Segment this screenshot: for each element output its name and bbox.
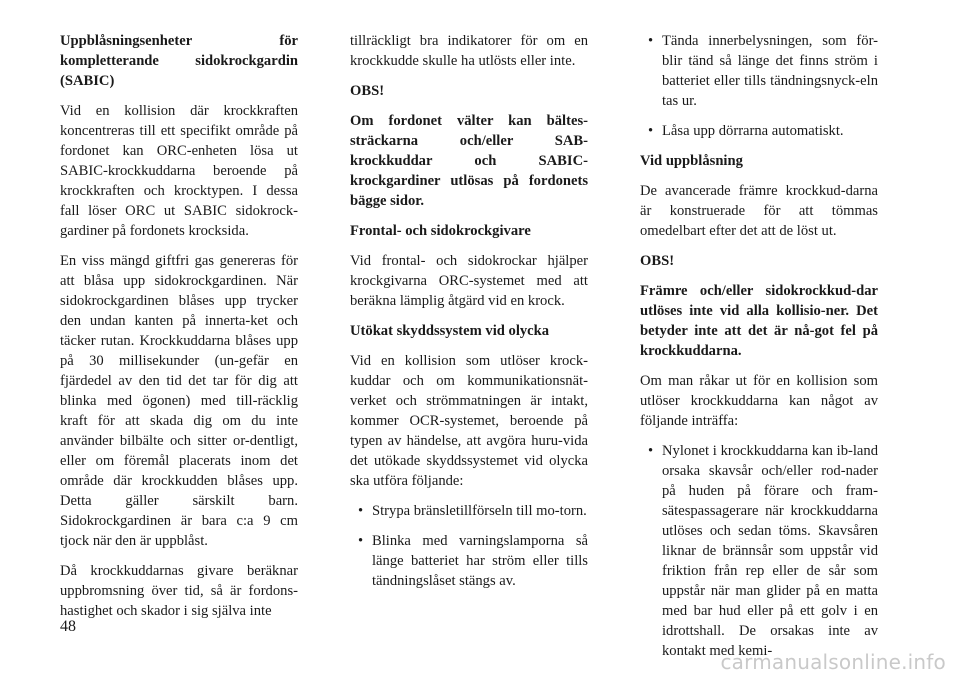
obs-label: OBS! [640,253,675,269]
enhanced-heading: Utökat skyddssystem vid olycka [350,323,550,339]
sabic-paragraph: Vid en kollision där krockkraften koncentreras till ett specifikt område på fordonet kan ORC-enheten lösa ut SABIC-krockkuddarna beroende på krockkraften och krocktypen. I dessa fall löser ORC ut SABIC sidokrock-gardiner på fordonets krocksida. [60,103,298,239]
list-item: • Blinka med varningslamporna så länge batteriet har ström eller tills tändningslåset stängs av. [350,531,588,591]
gas-paragraph: En viss mängd giftfri gas genereras för att blåsa upp sidokrockgardinen. När sidokrockgardinen blåses upp trycker den undan kanten på innerta-ket och täcker rutan. Krockkuddarna blåses upp på 30 millisekunder (un-gefär en fjärdedel av den tid det tar för dig att blinka med ögonen) med till-räcklig kraft för att skada dig om du inte använder bilbälte och sitter or-dentligt, eller om föremål placerats inom det område där krockkudden blåses upp. Detta gäller särskilt barn. Sidokrockgardinen är bara c:a 9 cm tjock när den är uppblåst. [60,253,298,549]
list-item: • Strypa bränsletillförseln till mo-torn. [350,501,588,521]
column-middle [350,31,588,601]
obs-deploy-note: Främre och/eller sidokrockkud-dar utlöses inte vid alla kollisio-ner. Det betyder inte att det är nå-got fel på krockkuddarna. [640,283,878,359]
enhanced-actions-list-cont [640,31,878,141]
enhanced-paragraph: Vid en kollision som utlöser krock-kuddar och om kommunikationsnät-verket och strömmatningen är intakt, kommer OCR-systemet, beroende på typen av händelse, att avgöra huru-vida det utökade skyddssystemet vid olycka ska utföra följande: [350,353,588,489]
deploy-heading: Vid uppblåsning [640,153,743,169]
list-item: • Låsa upp dörrarna automatiskt. [640,121,878,141]
column-right [640,31,878,671]
deploy-paragraph: De avancerade främre krockkud-darna är konstruerade för att tömmas omedelbart efter det att de löst ut. [640,183,878,239]
list-item: • Nylonet i krockkuddarna kan ib-land orsaka skavsår och/eller rod-nader på huden på förare och fram-sätespassagerare när krockkuddarna utlöses och sedan töms. Skavsåren liknar de brännsår som uppstår vid friktion från rep eller de sår som uppstår när man glider på en matta med bar hud eller på ett golv i en idrottshall. De orsakas inte av kontakt med kemi- [640,441,878,661]
collision-effects-list [640,441,878,661]
column-left [60,31,298,631]
watermark: carmanualsonline.info [720,650,946,674]
enhanced-actions-list [350,501,588,591]
frontal-heading: Frontal- och sidokrockgivare [350,223,531,239]
list-item: • Tända innerbelysningen, som för-blir tänd så länge det finns ström i batteriet eller tills tändningsnyck-eln tas ur. [640,31,878,111]
obs-label: OBS! [350,83,385,99]
frontal-paragraph: Vid frontal- och sidokrockar hjälper krockgivarna ORC-systemet med att beräkna lämplig åtgärd vid en krock. [350,253,588,309]
collision-paragraph: Om man råkar ut för en kollision som utlöser krockkuddarna kan något av följande inträffa: [640,373,878,429]
sensor-paragraph: Då krockkuddarnas givare beräknar uppbromsning över tid, så är fordons-hastighet och skador i sig själva inte [60,563,298,619]
sensor-continuation: tillräckligt bra indikatorer för om en krockkudde skulle ha utlösts eller inte. [350,33,588,69]
obs-rollover-note: Om fordonet välter kan bältes-sträckarna och/eller SAB-krockkuddar och SABIC-krockgardiner utlösas på fordonets bägge sidor. [350,113,588,209]
page-number: 48 [60,618,76,635]
sabic-heading: Uppblåsningsenheter för kompletterande sidokrockgardin (SABIC) [60,33,298,89]
